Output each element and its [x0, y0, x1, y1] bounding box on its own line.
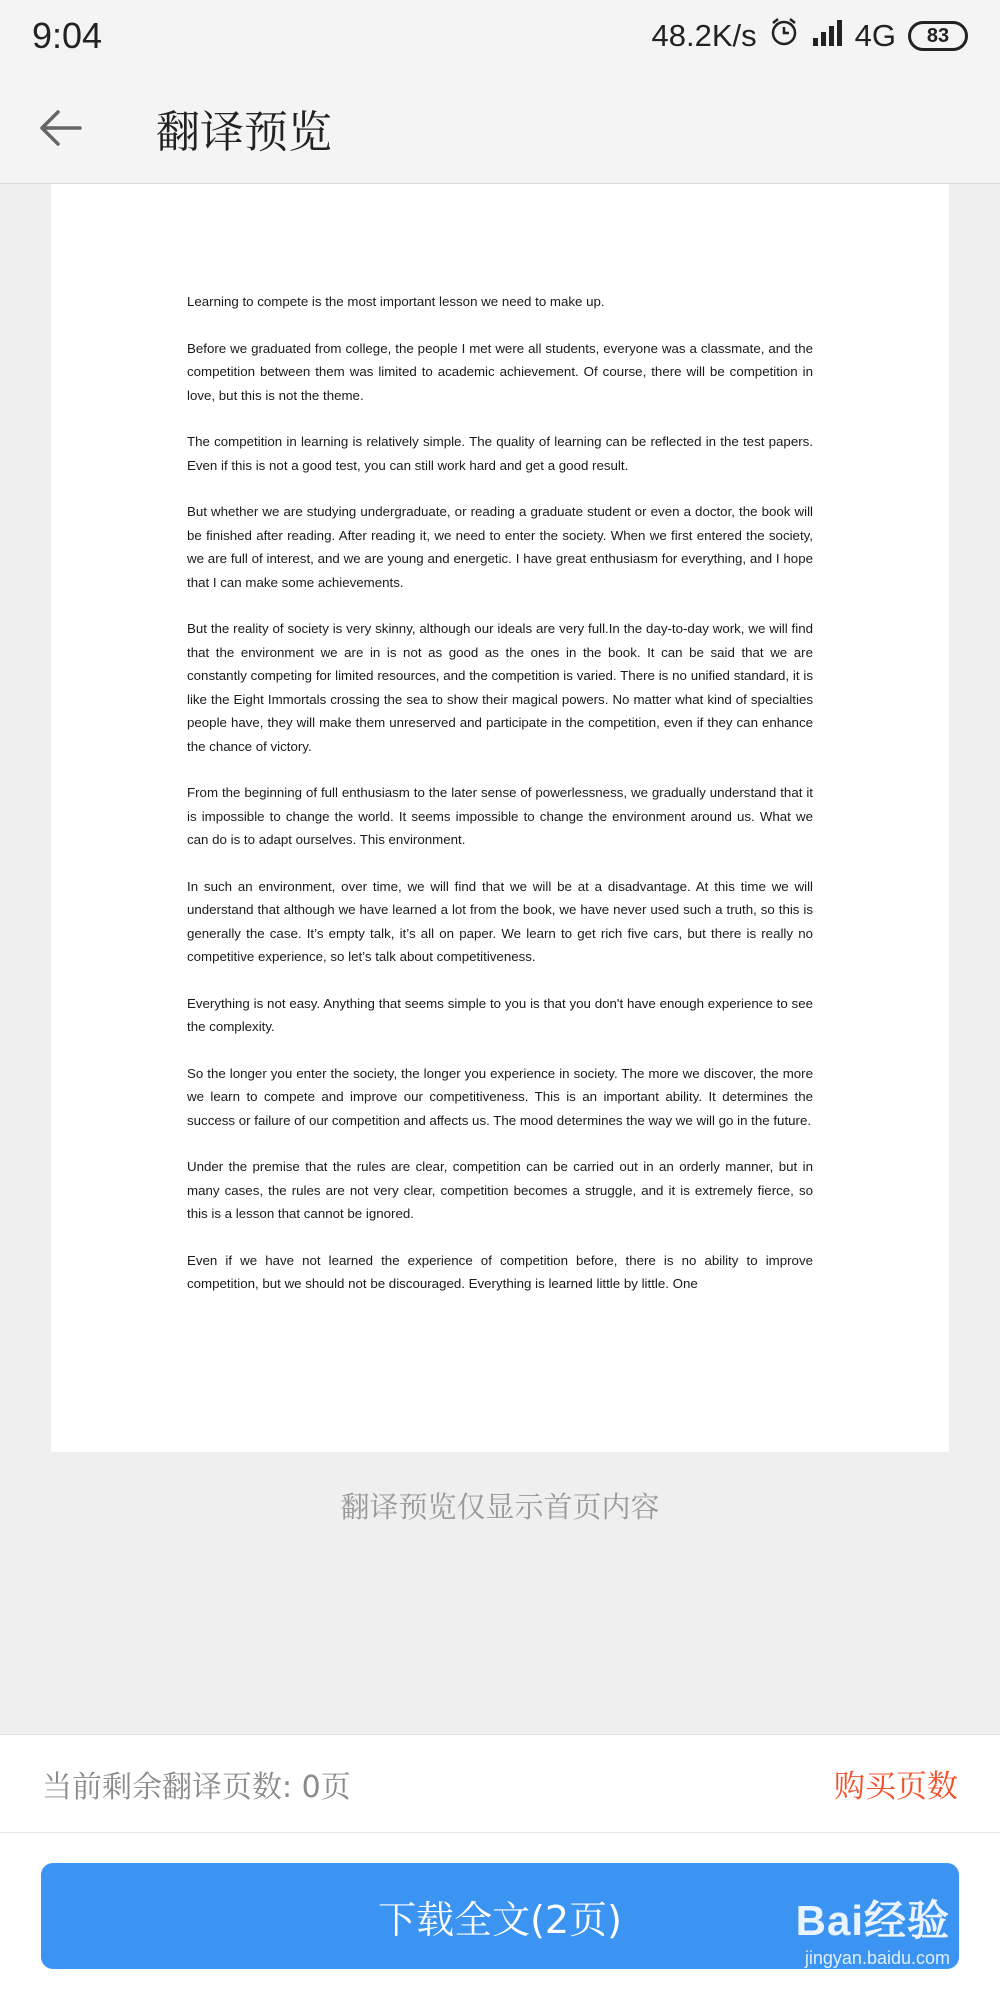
status-icons	[652, 17, 968, 55]
document-preview	[51, 184, 949, 1452]
signal-icon	[811, 18, 843, 54]
document-paragraph: The competition in learning is relatively simple. The quality of learning can be reflected in the test papers. Even if this is not a good test, you can still work hard and get a good result.	[187, 434, 813, 473]
document-paragraph: In such an environment, over time, we will find that we will be at a disadvantage. At this time we will understand that although we have learned a lot from the book, we have never used such a truth, so this is generally the case. It’s empty talk, it’s all on paper. We learn to get rich five cars, but there is really no competitive experience, so let’s talk about competitiveness.	[187, 878, 813, 964]
document-paragraph: But whether we are studying undergraduate, or reading a graduate student or even a doctor, the book will be finished after reading. After reading it, we need to enter the society. When we first entered the society, we are full of interest, and we are young and energetic. I have great enthusiasm for everything, and I hope that I can make some achievements.	[187, 504, 813, 590]
status-bar	[0, 0, 1000, 72]
status-time: 9:04	[32, 15, 103, 56]
arrow-left-icon	[38, 108, 82, 148]
network-speed: 48.2K/s	[651, 18, 757, 53]
document-paragraph: From the beginning of full enthusiasm to the later sense of powerlessness, we gradually understand that it is impossible to change the world. It seems impossible to change the environment around us. What we can do is to adapt ourselves. This environment.	[187, 785, 813, 847]
watermark-logo-text: Bai经验	[795, 1897, 950, 1944]
watermark-url: jingyan.baidu.com	[804, 1948, 950, 1968]
battery-icon: 83	[908, 21, 968, 51]
page-title: 翻译预览	[156, 106, 332, 158]
document-paragraph: But the reality of society is very skinny, although our ideals are very full.In the day-to-day work, we will find that the environment we are in is not as good as the ones in the book. It can be said that we are constantly competing for limited resources, and the competition is varied. There is no unified standard, it is like the Eight Immortals crossing the sea to show their magical powers. No matter what kind of specialties people have, they will make them unreserved and participate in the competition, even if they can enhance the chance of victory.	[187, 621, 813, 754]
document-paragraph: Everything is not easy. Anything that seems simple to you is that you don't have enough experience to see the complexity.	[187, 995, 813, 1034]
download-full-text-button[interactable]: 下载全文(2页)	[41, 1863, 959, 1969]
preview-note: 翻译预览仅显示首页内容	[340, 1490, 660, 1524]
watermark-logo	[796, 1888, 950, 1948]
app-bar	[0, 72, 1000, 184]
document-paragraph: Learning to compete is the most important lesson we need to make up.	[187, 294, 605, 309]
remaining-pages-row	[0, 1735, 1000, 1833]
document-paragraph: So the longer you enter the society, the longer you experience in society. The more we discover, the more we learn to compete and improve our competitiveness. This is an important ability. It determines the success or failure of our competition and affects us. The mood determines the way we will go in the future.	[187, 1065, 813, 1128]
network-type: 4G	[854, 18, 896, 53]
document-paragraph: Under the premise that the rules are clear, competition can be carried out in an orderly manner, but in many cases, the rules are not very clear, competition becomes a struggle, and it is extremely fierce, so this is a lesson that cannot be ignored.	[187, 1159, 813, 1221]
alarm-icon	[769, 17, 799, 55]
document-paragraph: Before we graduated from college, the people I met were all students, everyone was a classmate, and the competition between them was limited to academic achievement. Of course, there will be competition in love, but this is not the theme.	[187, 340, 813, 403]
remaining-pages-label: 当前剩余翻译页数: 0页	[42, 1769, 351, 1805]
baidu-jingyan-watermark	[796, 1888, 950, 1969]
document-paragraph: Even if we have not learned the experience of competition before, there is no ability to improve competition, but we should not be discouraged. Everything is learned little by little. One	[187, 1252, 813, 1291]
back-button[interactable]	[0, 72, 120, 184]
buy-pages-link[interactable]: 购买页数	[834, 1769, 958, 1805]
document-body	[187, 290, 813, 1296]
